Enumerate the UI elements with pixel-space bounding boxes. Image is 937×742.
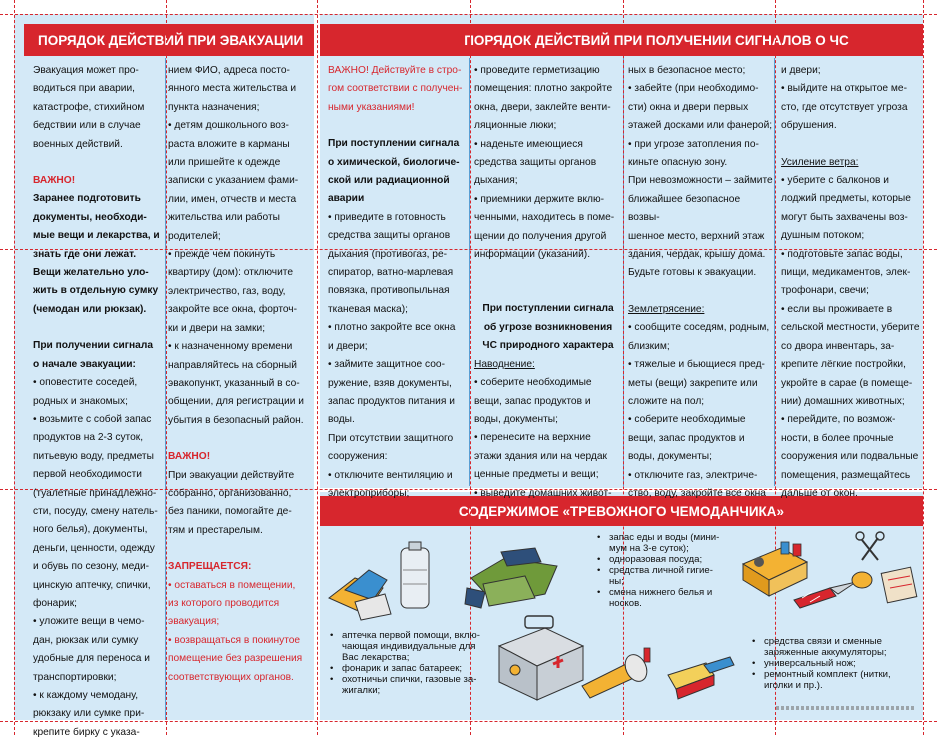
chs-column-4: и двери; • выйдите на открытое ме- сто, где отсутствует угроза обрушения. Усиление ветра: • уберите с балконов и лоджий предметы, которые могут быть захвачены воз- душным потоком; • подготовьте запас воды, пищи, медикаментов, элек- трофонари, свечи; • если вы проживаете в сельской местности, уберите со двора инвентарь, за- крепите лёгкие постройки, укройте в сарае (в помеще- нии) домашних животных; • перейдите, по возмож- ности, в более прочные сооружения или подвальные помещения, размещайтесь дальше от окон.	[781, 65, 920, 499]
evac-column-1: Эвакуация может про- водиться при аварии, катастрофе, стихийном бедствии или в случае военных действий. ВАЖНО! Заранее подготовить документы, необходи- мые вещи и лекарства, и знать где они лежат. Вещи желательно уло- жить в отдельную сумку (чемодан или рюкзак). При получении сигнала о начале эвакуации: • оповестите соседей, родных и знакомых; • возьмите с собой запас продуктов на 2-3 суток, питьевую воду, предметы первой необходимости (туалетные принадлежно- сти, посуду, смену натель- ного белья), документы, деньги, ценности, одежду и обувь по сезону, меди- цинскую аптечку, спички, фонарик; • уложите вещи в чемо- дан, рюкзак или сумку удобные для переноса и транспортировки; • к каждому чемодану, рюкзаку или сумке при- крепите бирку с указа-	[33, 65, 160, 738]
medkit-illustration	[495, 612, 587, 704]
chs-column-3: ных в безопасное место; • забейте (при необходимо- сти) окна и двери первых этажей досками или фанерой; • при угрозе затопления по- киньте опасную зону. При невозможности – займите ближайшее безопасное возвы- шенное место, верхний этаж здания, чердак, крышу дома. Будьте готовы к эвакуации. Землетрясение: • сообщите соседям, родным, близким; • тяжелые и бьющиеся пред- меты (вещи) закрепите или сложите на пол; • соберите необходимые вещи, запас продуктов и воды, документы; • отключите газ, электриче- ство, воду, закройте все окна	[628, 65, 773, 499]
fold-line	[470, 0, 471, 735]
list-item: • охотничьи спички, газовые за- жигалки;	[330, 674, 477, 696]
flashlight-illustration	[578, 640, 658, 700]
fold-line	[775, 0, 776, 735]
evac-column-2: нием ФИО, адреса посто- янного места жительства и пункта назначения; • детям дошкольного воз- раста вложите в карманы или пришейте к одежде записки с указанием фами- лии, имен, отчеств и места жительства или работы родителей; • прежде чем покинуть квартиру (дом): отключите электричество, газ, воду, закройте все окна, форточ- ки и двери на замки; • к назначенному времени направляйтесь на сборный эвакопункт, указанный в со- общении, для регистрации и убытия в безопасный район. ВАЖНО! При эвакуации действуйте собранно, организованно, без паники, помогайте де- тям и престарелым. ЗАПРЕЩАЕТСЯ: • оставаться в помещении, из которого проводится эвакуация; • возвращаться в покинутое помещение без разрешения соответствующих органов.	[168, 65, 304, 683]
clothes-illustration	[465, 548, 565, 612]
list-item: • средства связи и сменные заряженные аккумуляторы;	[752, 636, 887, 658]
fold-line	[166, 0, 167, 735]
chs-column-1: ВАЖНО! Действуйте в стро- гом соответствии с получен- ными указаниями! При поступлении сигнала о химической, биологиче- ской или радиационной аварии • приведите в готовность средства защиты органов дыхания (противогаз, ре- спиратор, ватно-марлевая повязка, противопыльная тканевая маска); • плотно закройте все окна и двери; • займите защитное соо- ружение, взяв документы, запас продуктов питания и воды. При отсутствии защитного сооружения: • отключите вентиляцию и электроприборы;	[328, 65, 463, 499]
list-item: • универсальный нож;	[752, 658, 856, 669]
evac-title: ПОРЯДОК ДЕЙСТВИЙ ПРИ ЭВАКУАЦИИ	[24, 24, 314, 56]
fold-line	[14, 0, 15, 735]
list-item: • смена нижнего белья и носков.	[597, 587, 713, 609]
kit-title: СОДЕРЖИМОЕ «ТРЕВОЖНОГО ЧЕМОДАНЧИКА»	[320, 496, 923, 526]
sewing-kit-illustration	[848, 530, 920, 610]
chs-column-2: • проведите герметизацию помещения: плотно закройте окна, двери, заклейте венти- ляционные люки; • наденьте имеющиеся средства защиты органов дыхания; • приемники держите вклю- ченными, находитесь в поме- щении до получения другой информации (указаний). При поступлении сигнала об угрозе возникновения ЧС природного характера Наводнение: • соберите необходимые вещи, запас продуктов и воды, документы; • перенесите на верхние этажи здания или на чердак ценные предметы и вещи; • выведите домашних живот-	[474, 65, 615, 499]
list-item: • запас еды и воды (мини- мум на 3-е суток);	[597, 532, 720, 554]
list-item: • фонарик и запас батареек;	[330, 663, 463, 674]
kit-list-food	[597, 532, 737, 609]
list-item: • средства личной гигие- ны;	[597, 565, 713, 587]
kit-list-tools	[752, 636, 912, 691]
fold-line	[317, 0, 318, 735]
fold-line	[623, 0, 624, 735]
food-packs-illustration	[325, 540, 445, 622]
list-item: • одноразовая посуда;	[597, 554, 703, 565]
chs-title: ПОРЯДОК ДЕЙСТВИЙ ПРИ ПОЛУЧЕНИИ СИГНАЛОВ О ЧС	[320, 24, 923, 56]
matches-illustration	[664, 655, 736, 701]
fold-line	[0, 14, 937, 15]
fine-print	[776, 706, 916, 710]
fold-line	[923, 0, 924, 735]
list-item: • ремонтный комплект (нитки, иголки и пр.).	[752, 669, 891, 691]
list-item: • аптечка первой помощи, вклю- чающая индивидуальные для Вас лекарства;	[330, 630, 480, 663]
kit-list-medical	[330, 630, 492, 696]
